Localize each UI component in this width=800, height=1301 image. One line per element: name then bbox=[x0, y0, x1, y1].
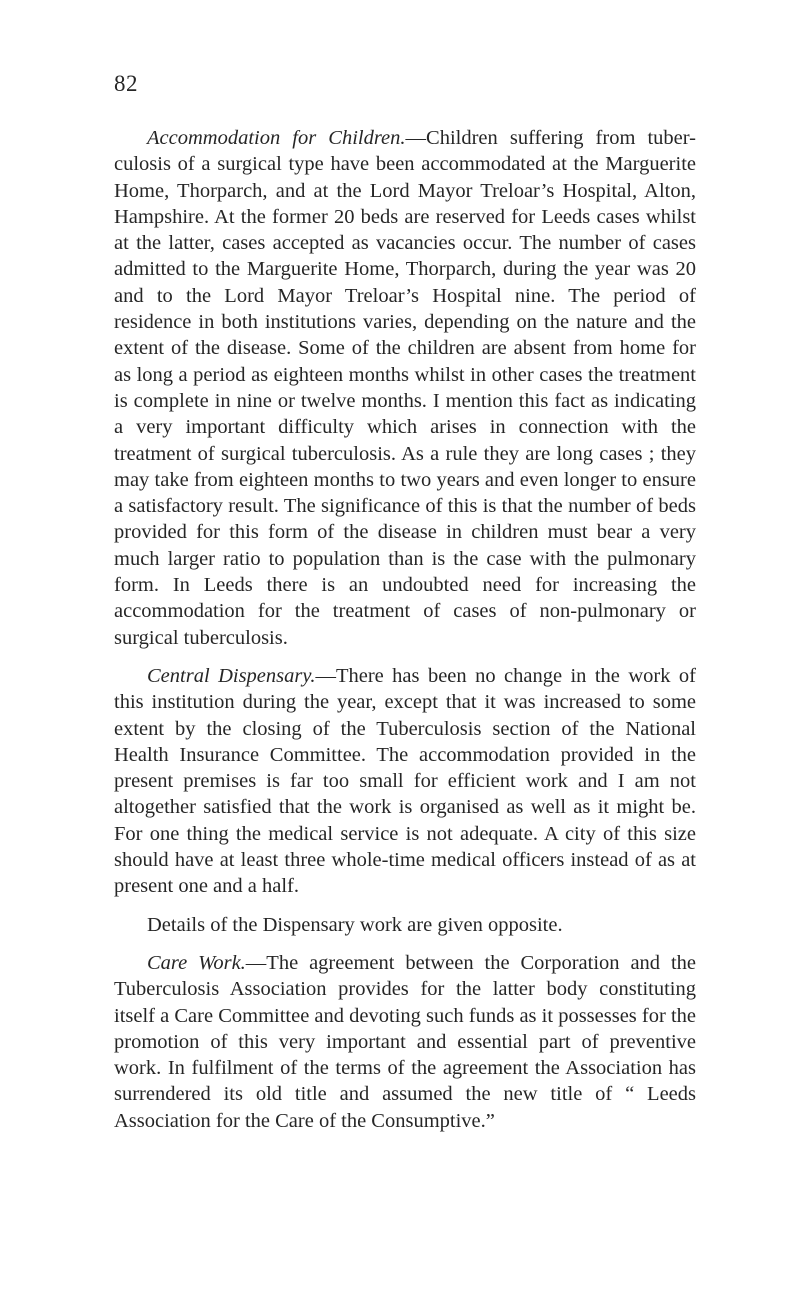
paragraph-text: Details of the Dispensary work are given opposite. bbox=[147, 913, 563, 936]
section-heading: Central Dispensary. bbox=[147, 664, 316, 687]
paragraph-text: —The agreement between the Corporation and the Tuberculosis Association provides for the latter body constituting itself a Care Committee and devoting such funds as it possesses for the promotion of this very important and essential part of preventive work. In fulfilment of the terms of the agreement the Association has surrendered its old title and assumed the new title of “ Leeds Association for the Care of the Consumptive.” bbox=[114, 951, 696, 1132]
paragraph-text: —Children suffering from tuber-culosis of a surgical type have been accommodated at the Marguerite Home, Thorparch, and at the Lord Mayor Treloar’s Hospital, Alton, Hampshire. At the former 20 beds are reserved for Leeds cases whilst at the latter, cases accepted as vacancies occur. The number of cases admitted to the Marguerite Home, Thorparch, during the year was 20 and to the Lord Mayor Treloar’s Hospital nine. The period of residence in both institutions varies, depending on the nature and the extent of the disease. Some of the children are absent from home for as long a period as eighteen months whilst in other cases the treatment is complete in nine or twelve months. I mention this fact as indicating a very important difficulty which arises in connection with the treatment of surgical tuberculosis. As a rule they are long cases ; they may take from eighteen months to two years and even longer to ensure a satisfactory result. The significance of this is that the number of beds provided for this form of the disease in children must bear a very much larger ratio to population than is the case with the pulmonary form. In Leeds there is an undoubted need for increasing the accommodation for the treatment of cases of non-pulmonary or surgical tuberculosis. bbox=[114, 127, 696, 649]
page-body bbox=[114, 125, 696, 1134]
paragraph-care-work bbox=[114, 950, 696, 1134]
paragraph-dispensary-details bbox=[114, 912, 696, 938]
page-number: 82 bbox=[114, 71, 138, 96]
section-heading: Care Work. bbox=[147, 951, 246, 974]
paragraph-accommodation-for-children bbox=[114, 125, 696, 651]
paragraph-text: —There has been no change in the work of this institution during the year, except that it was increased to some extent by the closing of the Tuberculosis section of the National Health Insurance Committee. The accommodation provided in the present premises is far too small for efficient work and I am not altogether satisfied that the work is organised as well as it might be. For one thing the medical service is not adequate. A city of this size should have at least three whole-time medical officers instead of as at present one and a half. bbox=[114, 664, 696, 898]
section-heading: Accommodation for Children. bbox=[147, 127, 406, 149]
paragraph-central-dispensary bbox=[114, 663, 696, 900]
